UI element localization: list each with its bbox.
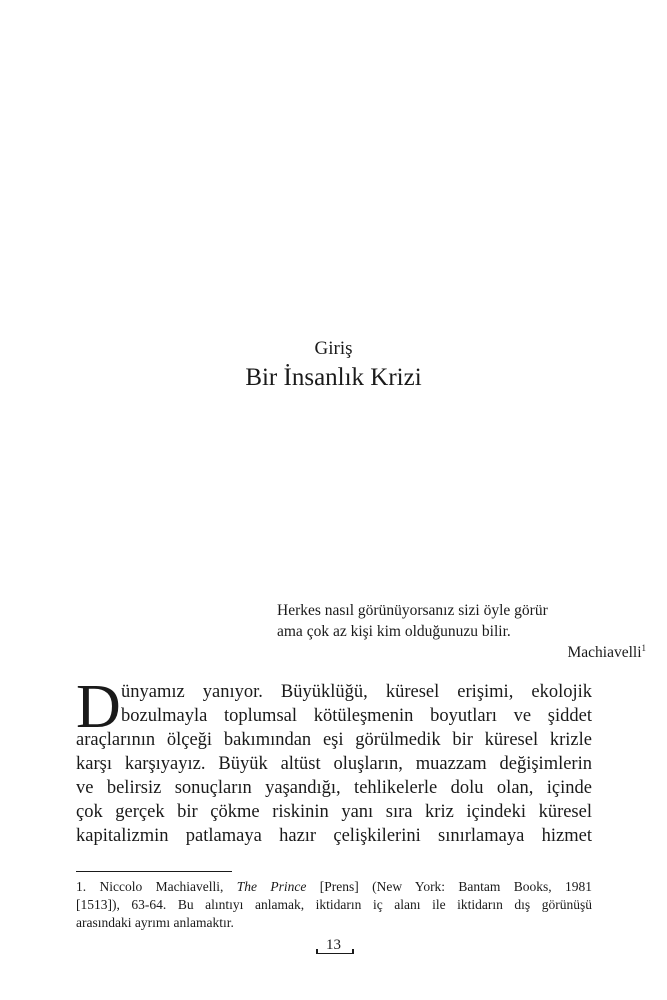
chapter-label: Giriş [314,338,353,359]
footnote-line-2: [1513]), 63-64. Bu alıntıyı anlamak, iktidarın iç alanı ile iktidarın dış görünüşü [76,897,592,912]
footnote-book-title: The Prince [236,879,307,894]
epigraph-author: Machiavelli [567,644,642,661]
footnote-line-1 [76,878,592,896]
chapter-title: Bir İnsanlık Krizi [245,364,422,391]
footnote-divider [76,871,232,872]
page-number-tick-left [316,949,318,954]
epigraph-line-2: ama çok az kişi kim olduğunuzu bilir. [277,623,511,640]
page-number: 13 [326,937,341,953]
footnote-publication: [Prens] (New York: Bantam Books, 1981 [319,879,592,894]
footnote-line-3: arasındaki ayrımı anlamaktır. [76,915,234,930]
body-line-7: kapitalizmin patlamaya hazır çelişkilerini sınırlamaya hizmet [76,826,592,846]
epigraph-line-1: Herkes nasıl görünüyorsanız sizi öyle görür [277,602,548,619]
body-line-1: ünyamız yanıyor. Büyüklüğü, küresel erişimi, ekolojik [121,682,592,702]
body-line-6: çok gerçek bir çökme riskinin yanı sıra kriz içindeki küresel [76,802,592,822]
body-line-5: ve belirsiz sonuçların yaşandığı, tehlikelerle dolu olan, içinde [76,778,592,798]
footnote-number: 1. [76,879,87,894]
page-number-tick-right [352,949,354,954]
epigraph-source [567,643,646,663]
body-line-4: karşı karşıyayız. Büyük altüst oluşların, muazzam değişimlerin [76,754,592,774]
body-line-3: araçlarının ölçeği bakımından eşi görülmedik bir küresel krizle [76,730,592,750]
footnote-reference: 1 [641,642,646,653]
page-number-rule [316,953,354,954]
drop-cap: D [76,673,121,741]
footnote-author: Niccolo Machiavelli, [99,879,224,894]
body-line-2: bozulmayla toplumsal kötüleşmenin boyutları ve şiddet [121,706,592,726]
